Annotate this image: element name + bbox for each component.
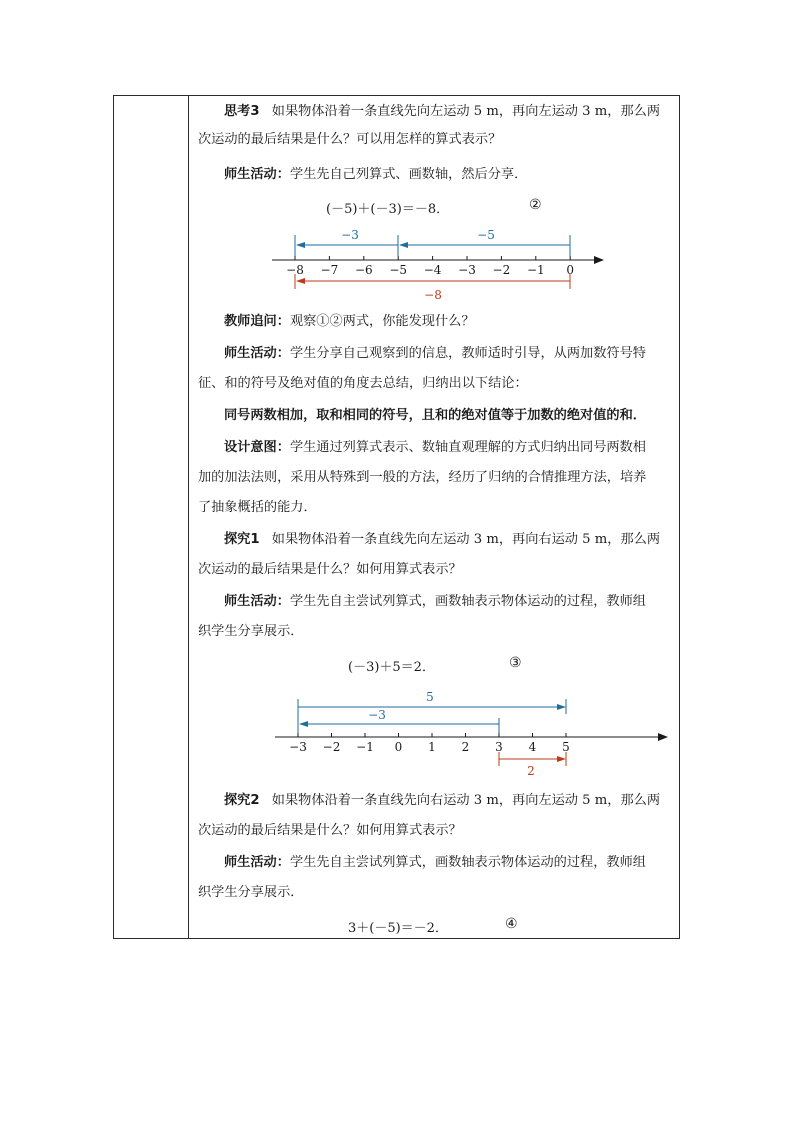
arrowhead-minus3 (299, 721, 308, 727)
explore2-paragraph (224, 792, 700, 810)
tick-label: −1 (356, 740, 374, 754)
arrow-minus3-label: −3 (368, 708, 386, 722)
activity3-text-cont: 织学生分享展示． (198, 624, 304, 639)
design-text-cont-2: 了抽象概括的能力． (198, 500, 317, 515)
activity-label: 师生活动： (224, 167, 290, 182)
activity-label: 师生活动： (224, 855, 290, 870)
teacher-q-text: 观察①②两式，你能发现什么？ (289, 314, 475, 329)
activity-label: 师生活动： (224, 594, 290, 609)
explore2-text: 如果物体沿着一条直线先向右运动 3 m，再向左运动 5 m，那么两 (271, 793, 661, 808)
design-text-cont-1: 加的加法法则，采用从特殊到一般的方法，经历了归纳的合情推理方法，培养 (198, 470, 647, 485)
content-cell (190, 96, 679, 938)
activity-text: 学生先自主尝试列算式，画数轴表示物体运动的过程，教师组 (289, 594, 646, 609)
tick-label: 1 (428, 740, 436, 754)
tick-label: −5 (389, 263, 408, 277)
equation-3-tag: ③ (509, 655, 522, 671)
equation-4-tag: ④ (505, 916, 518, 932)
design-label: 设计意图： (224, 440, 290, 455)
tick-label: −2 (492, 263, 511, 277)
arrow-minus5-label: −5 (477, 228, 495, 242)
activity-text: 学生先自主尝试列算式，画数轴表示物体运动的过程，教师组 (289, 855, 646, 870)
tick-label: −8 (286, 263, 304, 277)
activity2-text-cont: 征、和的符号及绝对值的角度去总结，归纳出以下结论： (198, 376, 528, 391)
design-text: 学生通过列算式表示、数轴直观理解的方式归纳出同号两数相 (289, 440, 646, 455)
arrowhead-5 (557, 704, 566, 710)
arrow-5-label: 5 (426, 690, 434, 704)
activity4-paragraph (224, 854, 700, 872)
equation-3: (－3)＋5＝2． (348, 660, 435, 675)
activity-text: 学生先自己列算式、画数轴，然后分享． (289, 167, 528, 182)
equation-2: (－5)＋(－3)＝－8． (326, 202, 450, 217)
think3-text: 如果物体沿着一条直线先向左运动 5 m，再向左运动 3 m，那么两 (271, 104, 661, 119)
arrow-minus3-label: −3 (341, 228, 359, 242)
tick-label: −1 (526, 263, 545, 277)
lesson-table (113, 95, 680, 939)
tick-label: −7 (320, 263, 339, 277)
tick-label: 2 (461, 740, 470, 754)
tick-label: 0 (566, 263, 575, 277)
teacher-q-label: 教师追问： (224, 314, 290, 329)
result-arrowhead (557, 756, 566, 762)
tick-label: 0 (394, 740, 403, 754)
tick-label: −3 (289, 740, 307, 754)
number-line-2 (190, 96, 679, 940)
think3-text-cont: 次运动的最后结果是什么？可以用怎样的算式表示？ (198, 132, 502, 147)
tick-label: −2 (322, 740, 341, 754)
result-label: −8 (424, 288, 442, 302)
explore2-label: 探究2 (224, 793, 260, 808)
explore2-text-cont: 次运动的最后结果是什么？如何用算式表示？ (198, 823, 462, 838)
explore1-text: 如果物体沿着一条直线先向左运动 3 m，再向右运动 5 m，那么两 (271, 532, 661, 547)
activity-label: 师生活动： (224, 346, 290, 361)
tick-label: 4 (528, 740, 537, 754)
think3-label: 思考3 (224, 104, 260, 119)
addition-rule: 同号两数相加，取和相同的符号，且和的绝对值等于加数的绝对值的和． (224, 408, 646, 423)
axis-arrowhead (658, 733, 668, 741)
equation-2-tag: ② (529, 197, 542, 213)
tick-label: −3 (458, 263, 476, 277)
explore1-label: 探究1 (224, 532, 260, 547)
explore1-text-cont: 次运动的最后结果是什么？如何用算式表示？ (198, 562, 462, 577)
left-column (114, 96, 189, 938)
equation-4: 3＋(－5)＝－2． (348, 921, 448, 936)
tick-label: −4 (423, 263, 442, 277)
activity4-text-cont: 织学生分享展示． (198, 885, 304, 900)
activity-text: 学生分享自己观察到的信息，教师适时引导，从两加数符号特 (289, 346, 646, 361)
tick-label: 3 (495, 740, 503, 754)
result-label: 2 (527, 764, 535, 778)
tick-label: 5 (562, 740, 570, 754)
tick-label: −6 (354, 263, 373, 277)
